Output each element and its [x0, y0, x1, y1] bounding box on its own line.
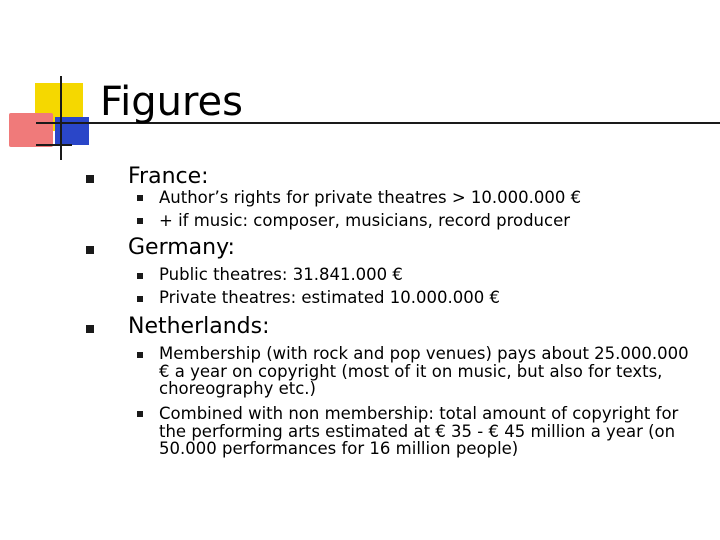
list-item: Combined with non membership: total amount of copyright for the performing arts estimated at € 35 - € 45 million a year (on 50.000 performances for 16 million people) [159, 404, 679, 458]
section-heading-france: France: [128, 164, 209, 189]
list-item: + if music: composer, musicians, record producer [159, 211, 571, 230]
bullet-square-icon [86, 246, 94, 254]
section-heading-netherlands: Netherlands: [128, 314, 270, 339]
bullet-square-icon [86, 175, 94, 183]
list-item: Membership (with rock and pop venues) pays about 25.000.000 € a year on copyright (most of it on music, but also for texts, choreography etc.) [159, 344, 689, 398]
sub-bullet-square-icon [137, 411, 143, 417]
sub-bullet-square-icon [137, 352, 143, 358]
sub-bullet-square-icon [137, 195, 143, 201]
list-item: Author’s rights for private theatres > 10.000.000 € [159, 188, 582, 207]
sub-bullet-square-icon [137, 218, 143, 224]
section-heading-germany: Germany: [128, 235, 235, 260]
list-item: Public theatres: 31.841.000 € [159, 265, 403, 284]
list-item: Private theatres: estimated 10.000.000 € [159, 288, 500, 307]
sub-bullet-square-icon [137, 296, 143, 302]
sub-bullet-square-icon [137, 273, 143, 279]
bullet-square-icon [86, 325, 94, 333]
slide-title: Figures [100, 79, 243, 125]
